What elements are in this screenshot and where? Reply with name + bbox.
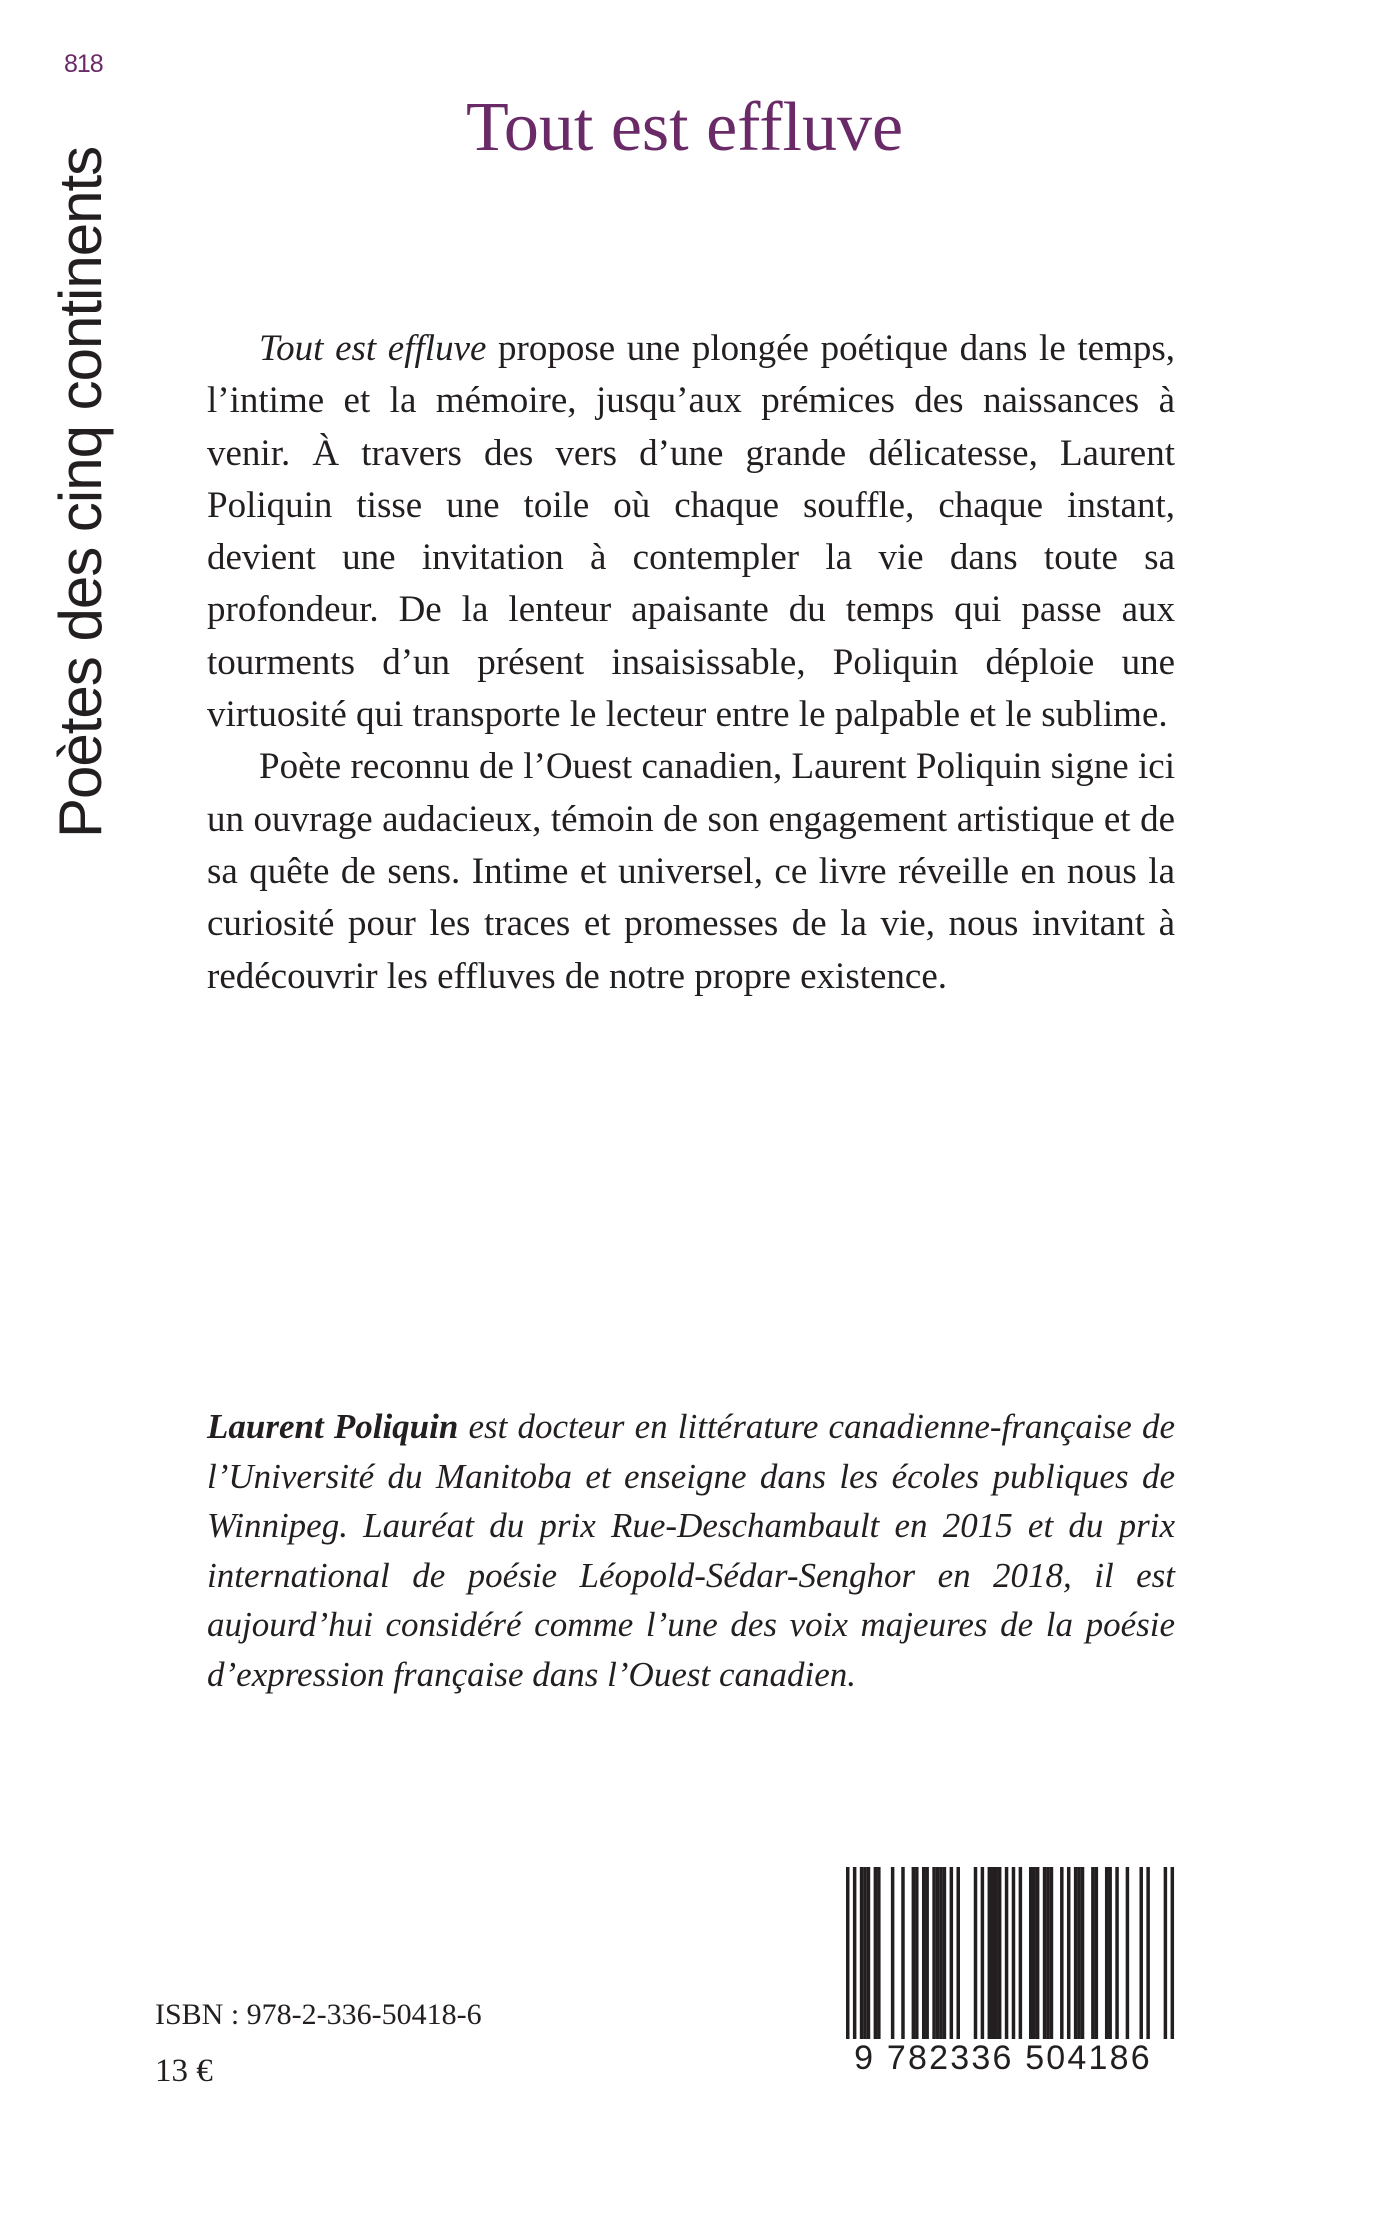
barcode-bar: [915, 1867, 919, 2039]
barcode-bar: [1126, 1867, 1130, 2039]
barcode-bar: [1032, 1867, 1036, 2039]
barcode-bar: [1046, 1867, 1050, 2039]
author-name: Laurent Poliquin: [207, 1407, 459, 1446]
barcode-bar: [1171, 1867, 1175, 2057]
barcode-bar: [1105, 1867, 1109, 2039]
barcode-bar: [877, 1867, 881, 2039]
blurb-paragraph-2: Poète reconnu de l’Ouest canadien, Laurent Poliquin signe ici un ouvrage audacieux, témoin de son engagement artistique et de sa quête de sens. Intime et universel, ce livre réveille en nous la curiosité pour les traces et promesses de la vie, nous invitant à redécouvrir les effluves de notre propre existence.: [207, 746, 1175, 997]
barcode-bar: [846, 1867, 850, 2057]
barcode-bar: [1091, 1867, 1095, 2039]
barcode-bar: [860, 1867, 864, 2039]
barcode-bar: [1115, 1867, 1119, 2039]
barcode-bar: [1081, 1867, 1085, 2039]
price: 13 €: [155, 2053, 213, 2089]
barcode-bar: [1074, 1867, 1078, 2039]
barcode: [828, 1867, 1178, 2087]
barcode-bar: [891, 1867, 895, 2039]
barcode-bar: [943, 1867, 947, 2039]
barcode-bar: [939, 1867, 943, 2039]
barcode-digits: 9 782336 504186: [828, 2039, 1178, 2078]
barcode-bar: [853, 1867, 857, 2057]
barcode-bar: [1005, 1867, 1009, 2057]
barcode-bars: [828, 1867, 1178, 2057]
blurb-paragraph-1: [207, 323, 1175, 741]
book-title: Tout est effluve: [466, 89, 904, 166]
barcode-bar: [1077, 1867, 1081, 2039]
series-number: 818: [64, 50, 103, 78]
barcode-bar: [867, 1867, 871, 2039]
barcode-bar: [912, 1867, 916, 2039]
barcode-bar: [998, 1867, 1002, 2039]
barcode-bar: [1050, 1867, 1054, 2039]
barcode-bar: [1036, 1867, 1040, 2039]
barcode-bar: [1164, 1867, 1168, 2057]
barcode-bar: [988, 1867, 992, 2039]
barcode-bar: [981, 1867, 985, 2039]
barcode-bar: [932, 1867, 936, 2039]
barcode-bar: [1029, 1867, 1033, 2039]
barcode-bar: [925, 1867, 929, 2039]
barcode-bar: [956, 1867, 960, 2039]
barcode-bar: [991, 1867, 995, 2039]
author-bio: [207, 1402, 1175, 1699]
barcode-bar: [994, 1867, 998, 2039]
barcode-bar: [1095, 1867, 1099, 2039]
barcode-bar: [974, 1867, 978, 2039]
barcode-bar: [901, 1867, 905, 2039]
barcode-bar: [922, 1867, 926, 2039]
barcode-bar: [1067, 1867, 1071, 2039]
barcode-bar: [1108, 1867, 1112, 2039]
blurb-paragraph-1-text: propose une plongée poétique dans le temps, l’intime et la mémoire, jusqu’aux prémices des naissances à venir. À travers des vers d’une grande délicatesse, Laurent Poliquin tisse une toile où chaque souffle, chaque instant, devient une invitation à contempler la vie dans toute sa profondeur. De la lenteur apaisante du temps qui passe aux tourments d’un présent insaisissable, Poliquin déploie une virtuosité qui transporte le lecteur entre le palpable et le sublime.: [207, 328, 1176, 736]
barcode-bar: [1139, 1867, 1143, 2039]
author-bio-text: est docteur en littérature canadienne-française de l’Université du Manitoba et enseigne dans les écoles publiques de Winnipeg. Lauréat du prix Rue-Deschambault en 2015 et du prix international de poésie Léopold-Sédar-Senghor en 2018, il est aujourd’hui considéré comme l’une des voix majeures de la poésie d’expression française dans l’Ouest canadien.: [207, 1407, 1175, 1694]
barcode-bar: [950, 1867, 954, 2039]
barcode-bar: [1043, 1867, 1047, 2039]
barcode-bar: [936, 1867, 940, 2039]
barcode-bar: [1060, 1867, 1064, 2039]
barcode-bar: [863, 1867, 867, 2039]
isbn: ISBN : 978-2-336-50418-6: [155, 1998, 482, 2031]
barcode-bar: [1019, 1867, 1023, 2039]
barcode-bar: [1146, 1867, 1150, 2039]
blurb: [207, 323, 1175, 1003]
barcode-bar: [874, 1867, 878, 2039]
blurb-book-title: Tout est effluve: [259, 328, 487, 369]
barcode-bar: [1012, 1867, 1016, 2057]
series-name: Poètes des cinq continents: [47, 146, 114, 838]
